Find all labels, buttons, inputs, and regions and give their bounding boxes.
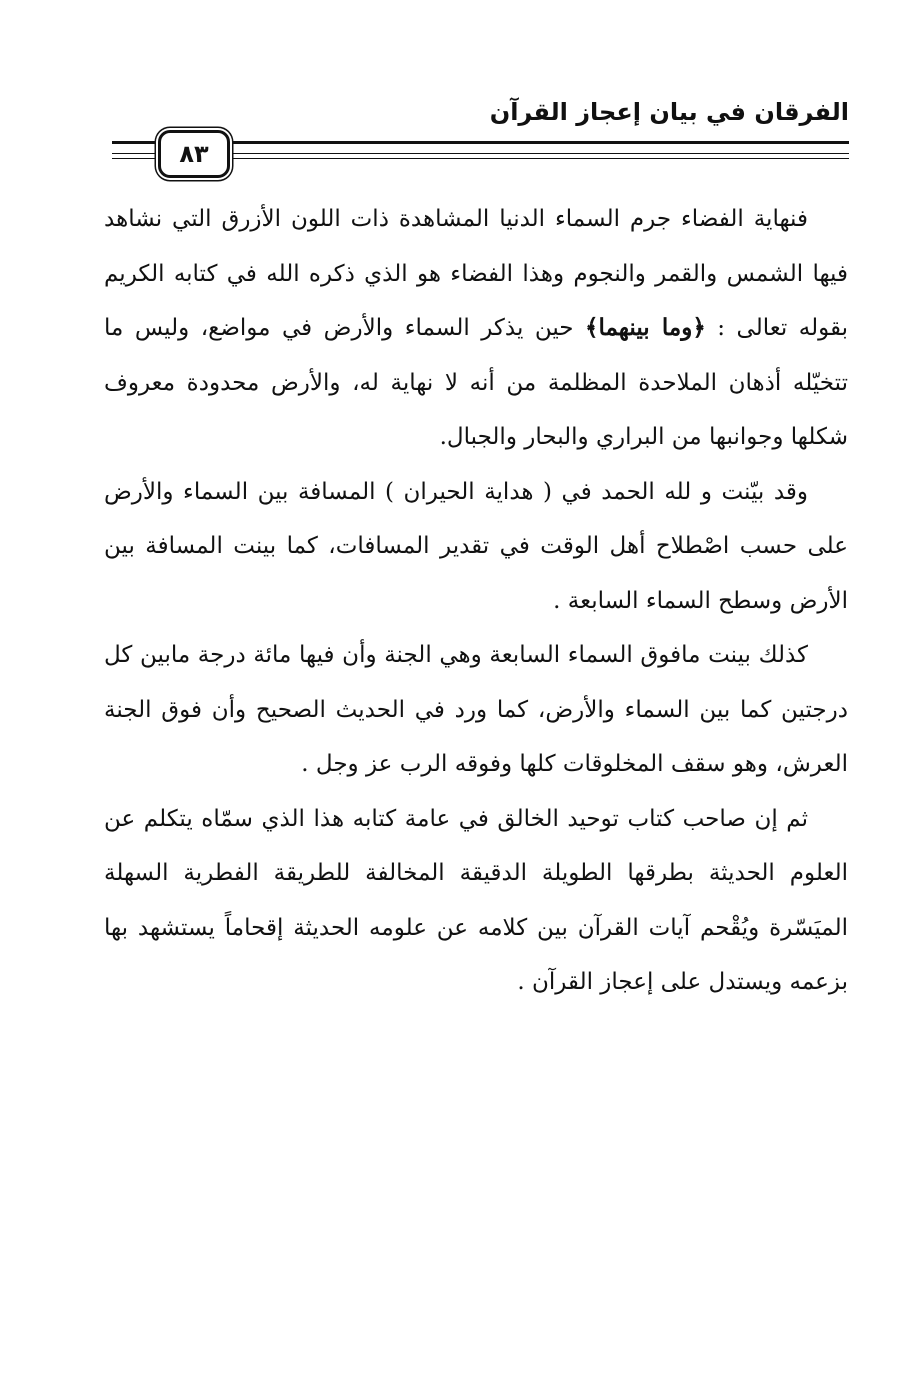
paragraph-3: كذلك بينت مافوق السماء السابعة وهي الجنة وأن فيها مائة درجة مابين كل درجتين كما بين السماء والأرض، كما ورد في الحديث الصحيح وأن فوق الجنة العرش، وهو سقف المخلوقات كلها وفوقه الرب عز وجل . [104,642,848,777]
paragraph-1-before: فنهاية الفضاء جرم السماء الدنيا المشاهدة ذات اللون الأزرق التي نشاهد فيها الشمس والقمر والنجوم وهذا الفضاء هو الذي ذكره الله في كتابه الكريم بقوله تعالى : [104,206,848,341]
quran-quote: ﴿وما بينهما﴾ [585,314,706,341]
paragraph-1 [104,192,848,465]
paragraph-4: ثم إن صاحب كتاب توحيد الخالق في عامة كتابه هذا الذي سمّاه يتكلم عن العلوم الحديثة بطرقها الطويلة الدقيقة المخالفة للطريقة الفطرية السهلة الميَسّرة ويُقْحم آيات القرآن بين كلامه عن علومه الحديثة إقحاماً يستشهد بها بزعمه ويستدل على إعجاز القرآن . [104,805,848,995]
body-text [104,192,848,1010]
running-header-title: الفرقان في بيان إعجاز القرآن [489,98,849,126]
paragraph-2: وقد بيّنت و لله الحمد في ( هداية الحيران ) المسافة بين السماء والأرض على حسب اصْطلاح أهل الوقت في تقدير المسافات، كما بينت المسافة بين الأرض وسطح السماء السابعة . [104,478,848,614]
paragraph-1-after: حين يذكر السماء والأرض في مواضع، وليس ما تتخيّله أذهان الملاحدة المظلمة من أنه لا نهاية له، والأرض محدودة معروف شكلها وجوانبها من البراري والبحار والجبال. [104,315,848,450]
page-number-badge: ٨٣ [158,130,230,178]
